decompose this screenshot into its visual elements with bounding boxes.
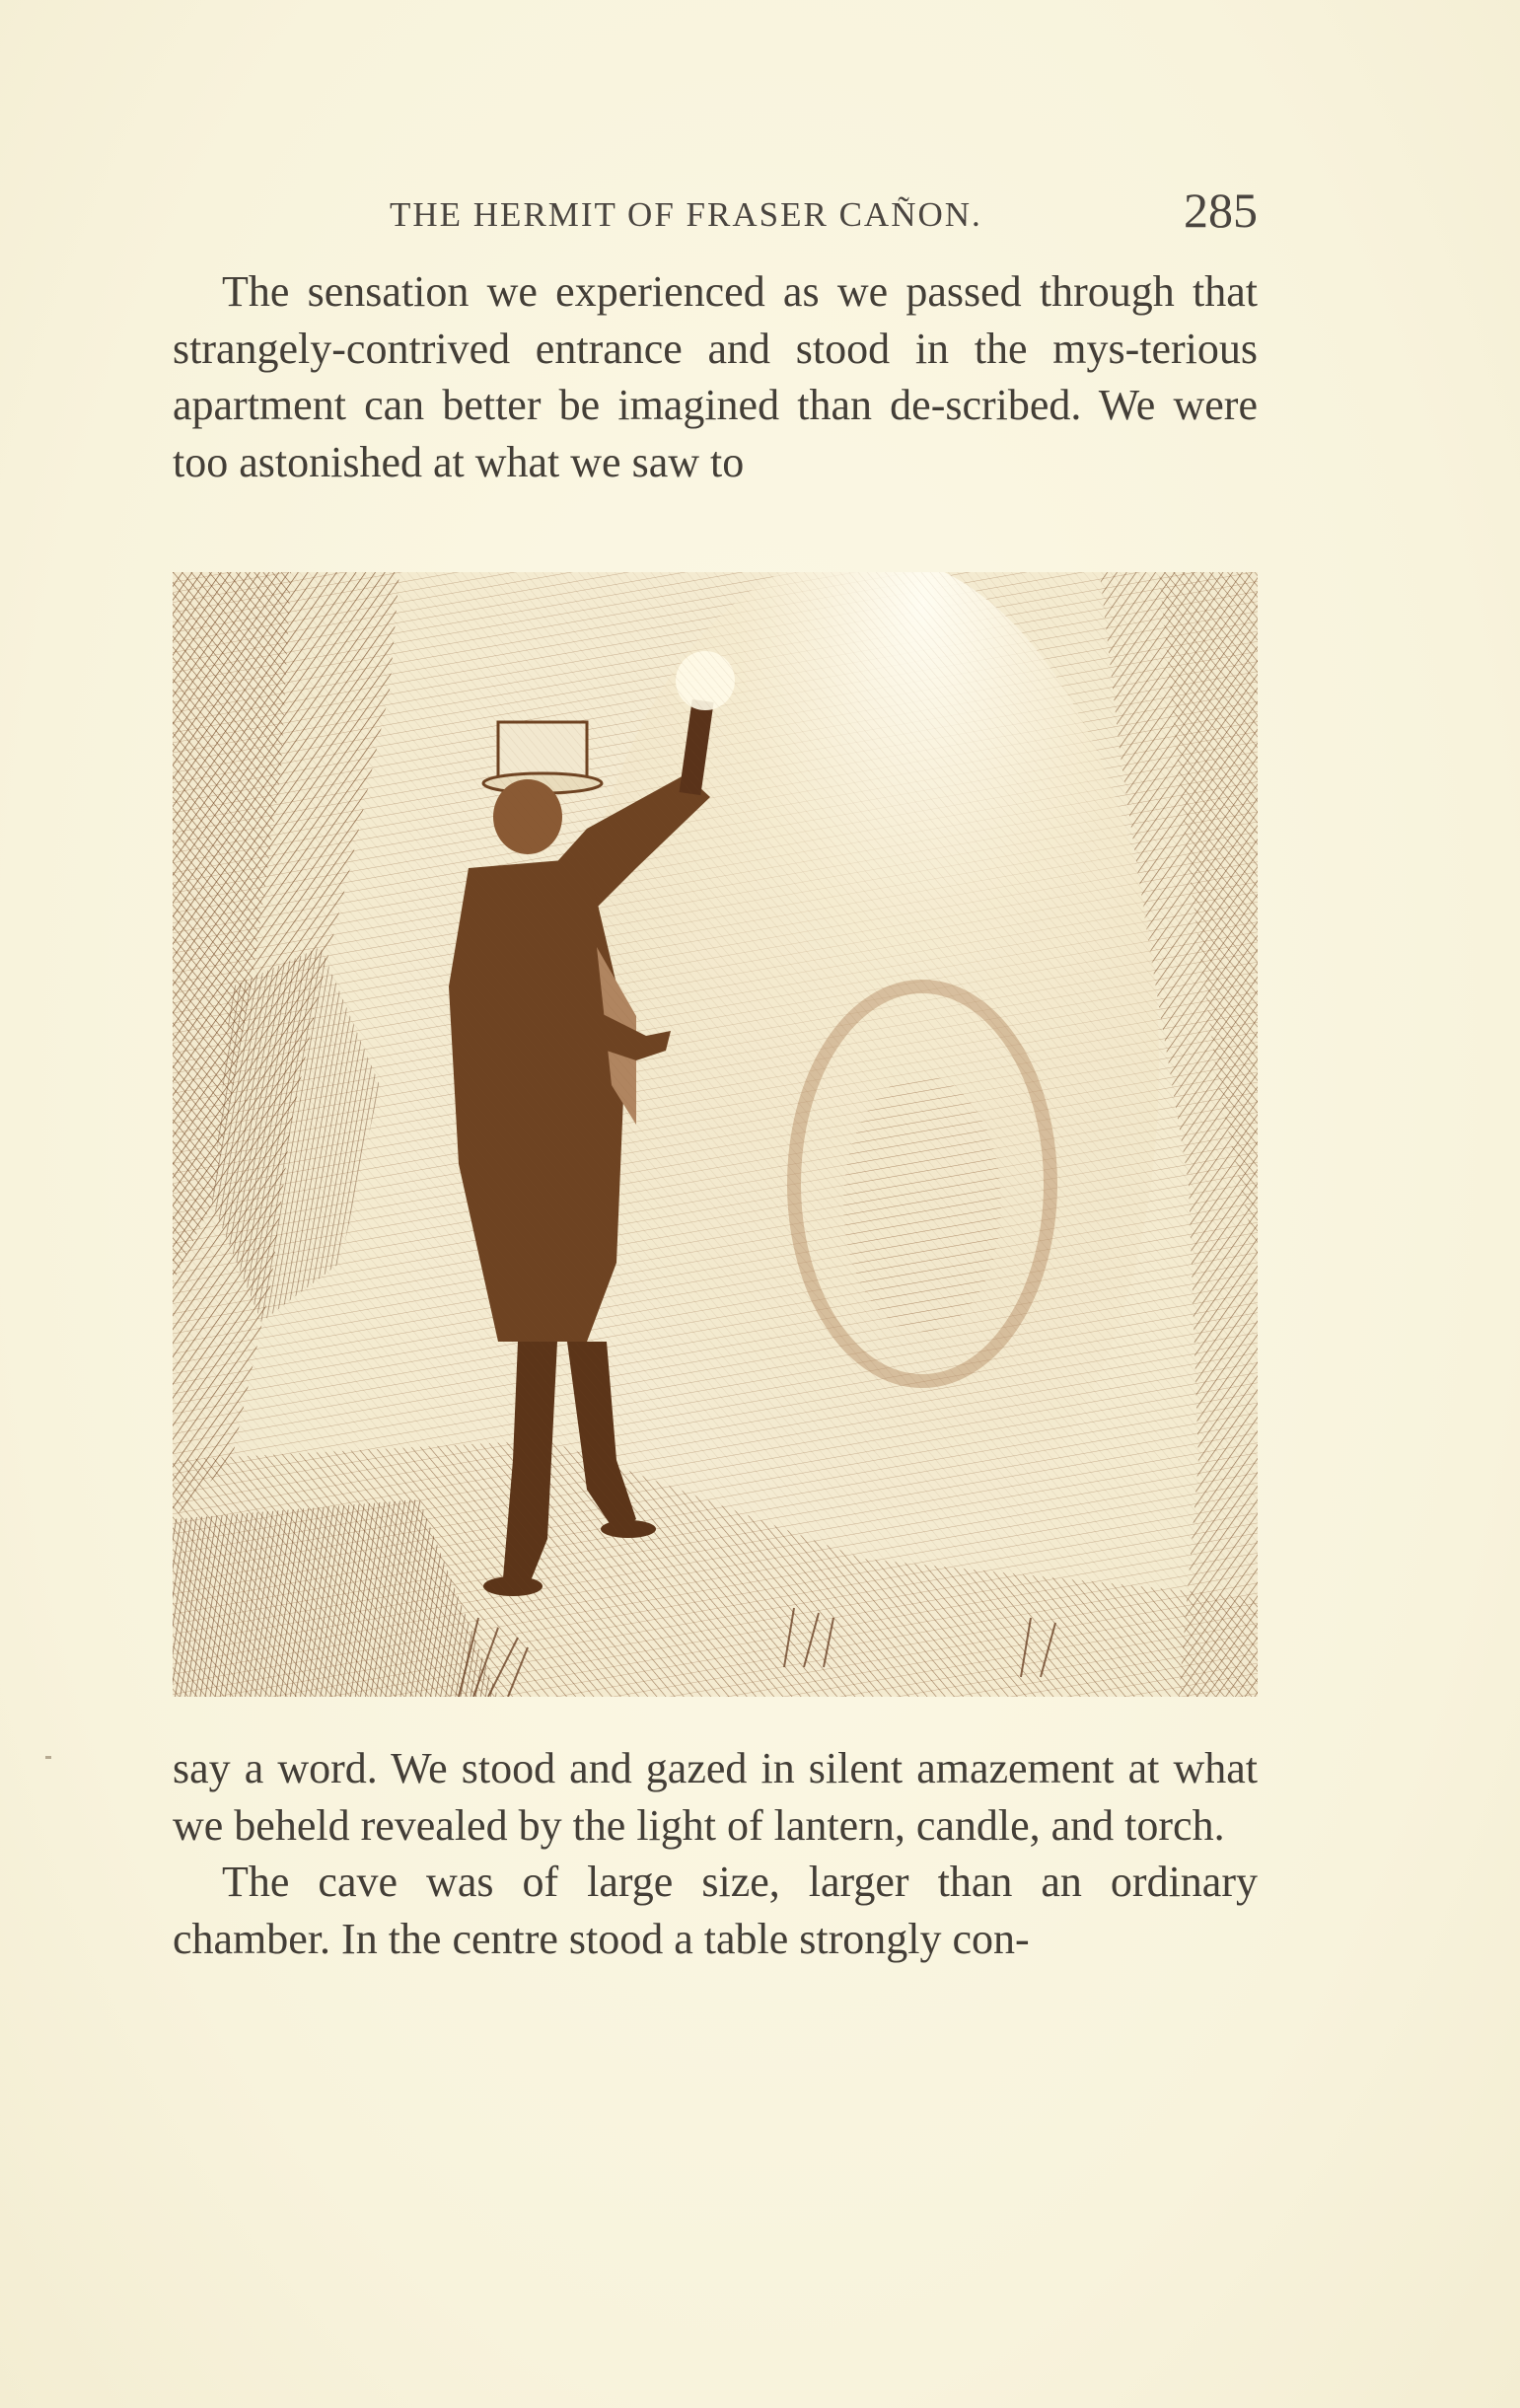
body-text-bottom <box>173 1740 1258 1967</box>
body-text-top <box>173 263 1258 490</box>
engraving-illustration <box>173 572 1258 1697</box>
stray-ink-mark <box>45 1756 51 1759</box>
running-title: THE HERMIT OF FRASER CAÑON. <box>390 195 982 234</box>
paragraph: The sensation we experienced as we passed through that strangely-contrived entrance and stood in the mys-terious apartment can better be imagined than de-scribed. We were too astonished at what we saw to <box>173 267 1258 486</box>
paragraph: The cave was of large size, larger than an ordinary chamber. In the centre stood a table strongly con- <box>173 1858 1258 1963</box>
page-number: 285 <box>1184 182 1258 238</box>
paragraph: say a word. We stood and gazed in silent amazement at what we beheld revealed by the light of lantern, candle, and torch. <box>173 1744 1258 1850</box>
page-header <box>173 180 1258 249</box>
